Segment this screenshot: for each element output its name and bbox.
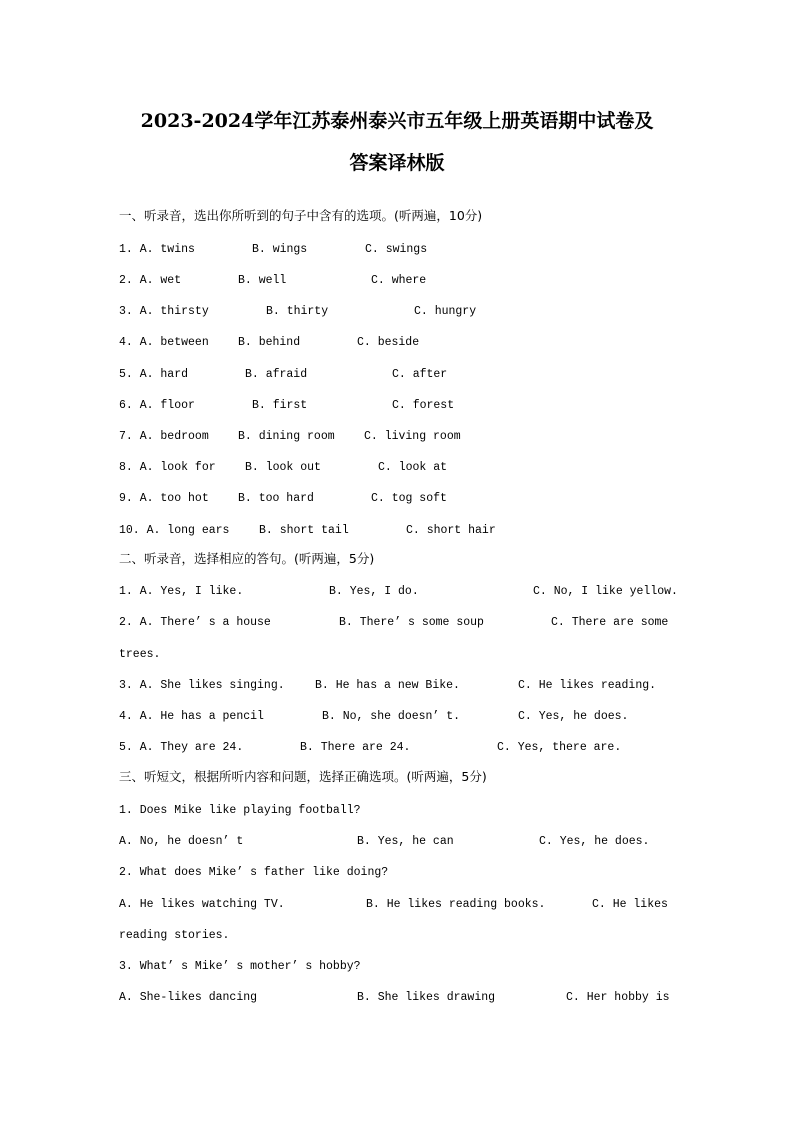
answer-row — [0, 897, 794, 913]
question-row — [0, 740, 794, 756]
question-row — [0, 242, 794, 258]
question-row — [0, 523, 794, 539]
option-a: 1. A. twins — [119, 243, 195, 256]
question-row — [0, 709, 794, 725]
option-c: C. living room — [364, 430, 461, 443]
option-b: B. There are 24. — [300, 741, 411, 754]
question-row — [0, 304, 794, 320]
option-a: A. He likes watching TV. — [119, 898, 285, 911]
option-a: 4. A. between — [119, 336, 209, 349]
option-b: B. afraid — [245, 368, 308, 381]
option-c-continued: trees. — [119, 648, 161, 661]
question-text: 2. What does Mike’ s father like doing? — [119, 866, 389, 879]
option-b: B. No, she doesn’ t. — [322, 710, 461, 723]
section2-heading: 二、听录音，选择相应的答句。(听两遍，5分) — [119, 551, 375, 566]
section1-heading: 一、听录音，选出你所听到的句子中含有的选项。(听两遍，10分) — [119, 208, 483, 223]
answer-row — [0, 834, 794, 850]
option-b: B. look out — [245, 461, 321, 474]
option-b: B. Yes, he can — [357, 835, 454, 848]
question-row — [0, 491, 794, 507]
option-a: 8. A. look for — [119, 461, 216, 474]
option-b: B. too hard — [238, 492, 314, 505]
option-c: C. Yes, he does. — [518, 710, 629, 723]
option-c: C. after — [392, 368, 448, 381]
option-c: C. look at — [378, 461, 448, 474]
option-b: B. thirty — [266, 305, 329, 318]
answer-row — [0, 990, 794, 1006]
option-c: C. He likes — [592, 898, 668, 911]
option-a: 6. A. floor — [119, 399, 195, 412]
option-b: B. behind — [238, 336, 301, 349]
option-c: C. Her hobby is — [566, 991, 670, 1004]
option-a: 5. A. hard — [119, 368, 189, 381]
option-b: B. wings — [252, 243, 308, 256]
option-a: 3. A. thirsty — [119, 305, 209, 318]
question-row — [0, 367, 794, 383]
question-row-continuation — [0, 647, 794, 663]
question-text: 3. What’ s Mike’ s mother’ s hobby? — [119, 960, 361, 973]
option-a: 2. A. There’ s a house — [119, 616, 271, 629]
option-a: 7. A. bedroom — [119, 430, 209, 443]
option-a: 9. A. too hot — [119, 492, 209, 505]
option-a: 5. A. They are 24. — [119, 741, 244, 754]
option-a: A. She-likes dancing — [119, 991, 258, 1004]
option-c: C. short hair — [406, 524, 496, 537]
option-c: C. No, I like yellow. — [533, 585, 678, 598]
question-row — [0, 429, 794, 445]
option-a: A. No, he doesn’ t — [119, 835, 244, 848]
option-c: C. tog soft — [371, 492, 447, 505]
question-row — [0, 584, 794, 600]
option-a: 4. A. He has a pencil — [119, 710, 264, 723]
option-b: B. Yes, I do. — [329, 585, 419, 598]
option-c: C. There are some — [551, 616, 669, 629]
option-c: C. where — [371, 274, 427, 287]
option-b: B. well — [238, 274, 287, 287]
option-c: C. swings — [365, 243, 428, 256]
option-a: 1. A. Yes, I like. — [119, 585, 244, 598]
section3-heading: 三、听短文，根据所听内容和问题，选择正确选项。(听两遍，5分) — [119, 769, 487, 784]
option-c: C. beside — [357, 336, 420, 349]
option-b: B. She likes drawing — [357, 991, 496, 1004]
option-c-continued: reading stories. — [119, 929, 230, 942]
option-c: C. Yes, he does. — [539, 835, 650, 848]
question-row — [0, 398, 794, 414]
question-text: 1. Does Mike like playing football? — [119, 804, 361, 817]
option-b: B. first — [252, 399, 308, 412]
option-c: C. forest — [392, 399, 455, 412]
question-row — [0, 335, 794, 351]
option-a: 3. A. She likes singing. — [119, 679, 285, 692]
option-b: B. dining room — [238, 430, 335, 443]
option-a: 10. A. long ears — [119, 524, 230, 537]
option-b: B. He likes reading books. — [366, 898, 546, 911]
option-b: B. short tail — [259, 524, 349, 537]
option-a: 2. A. wet — [119, 274, 182, 287]
doc-title-line1: 2023-2024学年江苏泰州泰兴市五年级上册英语期中试卷及 — [140, 110, 654, 132]
doc-title-line2: 答案译林版 — [349, 152, 445, 174]
question-row — [0, 273, 794, 289]
question-row — [0, 460, 794, 476]
question-row — [0, 678, 794, 694]
option-b: B. He has a new Bike. — [315, 679, 460, 692]
option-c: C. He likes reading. — [518, 679, 657, 692]
option-c: C. Yes, there are. — [497, 741, 622, 754]
question-row — [0, 615, 794, 631]
option-b: B. There’ s some soup — [339, 616, 484, 629]
option-c: C. hungry — [414, 305, 477, 318]
